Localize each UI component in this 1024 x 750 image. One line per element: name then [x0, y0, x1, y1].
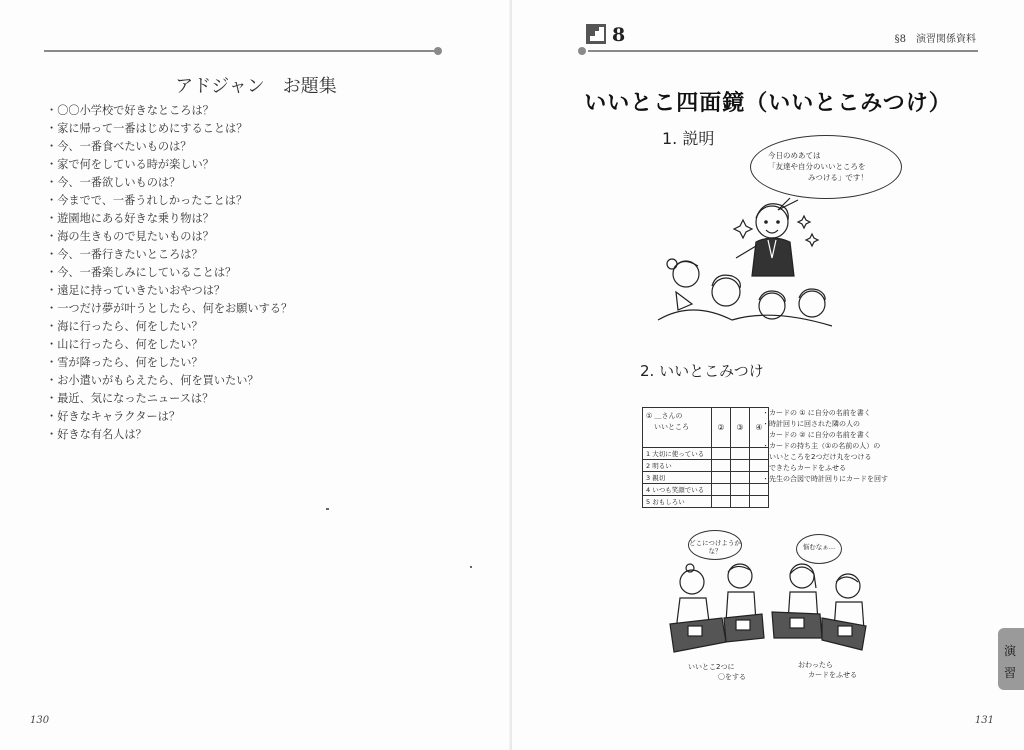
header-rule-dot: [578, 47, 586, 55]
topic-item: ・家に帰って一番はじめにすることは？: [46, 122, 248, 135]
instruction-list: [762, 408, 888, 485]
card-col-mark: ②: [712, 408, 731, 448]
card-row: [643, 472, 769, 484]
group-activity-illustration: [652, 560, 872, 660]
topic-item: ・遠足に持っていきたいおやつは？: [46, 284, 226, 297]
instruction-item: カードの ② に自分の名前を書く: [762, 431, 871, 439]
speech-text: [768, 150, 886, 183]
instruction-item: できたらカードをふせる: [762, 464, 846, 472]
section-heading-explanation: 1. 説明: [662, 129, 715, 148]
stairs-icon: [586, 24, 606, 44]
topic-item: ・一つだけ夢が叶うとしたら、何をお願いする？: [46, 302, 293, 315]
instruction-item: ・カードの持ち主（①の名前の人）の: [762, 442, 881, 450]
topic-item: ・家で何をしている時が楽しい？: [46, 158, 214, 171]
section-heading-find: 2. いいとこみつけ: [640, 362, 764, 380]
header-rule: [44, 50, 438, 52]
caption-line: カードをふせる: [808, 671, 857, 679]
side-tab-char: 習: [1004, 666, 1017, 680]
chapter-number: 8: [612, 24, 626, 46]
card-header-line: ① ＿さんの: [646, 412, 683, 420]
header-rule: [588, 50, 978, 52]
card-row: [643, 448, 769, 460]
topic-item: ・海に行ったら、何をしたい？: [46, 320, 203, 333]
card-row-label: 3 親切: [643, 472, 712, 484]
card-row-label: 1 大切に使っている: [643, 448, 712, 460]
section-label: §8 演習関係資料: [894, 34, 976, 45]
caption-left: [688, 662, 746, 682]
topic-item: ・雪が降ったら、何をしたい？: [46, 356, 203, 369]
header-rule-dot: [434, 47, 442, 55]
page-number: 131: [974, 715, 994, 726]
card-header-line: いいところ: [654, 423, 689, 431]
topic-item: ・〇〇小学校で好きなところは？: [46, 104, 214, 117]
side-tab-char: 演: [1004, 644, 1017, 658]
card-row: [643, 460, 769, 472]
card-col-mark: ③: [731, 408, 750, 448]
topic-item: ・今、一番楽しみにしていることは？: [46, 266, 237, 279]
topic-item: ・海の生きもので見たいものは？: [46, 230, 214, 243]
instruction-item: ・カードの ① に自分の名前を書く: [762, 409, 871, 417]
card-table: [642, 407, 769, 508]
instruction-item: ・先生の合図で時計回りにカードを回す: [762, 475, 888, 483]
right-page: [512, 0, 1024, 750]
topic-item: ・今、一番欲しいものは？: [46, 176, 181, 189]
speck: [470, 566, 472, 568]
speck: [326, 508, 329, 510]
speech-line: 今日のめあては: [768, 151, 821, 160]
caption-line: いいとこ2つに: [688, 663, 735, 671]
page-title: いいとこ四面鏡（いいとこみつけ）: [584, 91, 952, 116]
card-row: [643, 484, 769, 496]
card-row-label: 5 おもしろい: [643, 496, 712, 508]
card-col-mark: ④: [750, 408, 769, 448]
topic-item: ・お小遣いがもらえたら、何を買いたい？: [46, 374, 259, 387]
speech-line: 「友達や自分のいいところを: [768, 162, 866, 171]
card-row-label: 2 明るい: [643, 460, 712, 472]
side-tab: [998, 628, 1024, 690]
thought-bubble-right: 悩むなぁ…: [796, 534, 842, 564]
caption-line: 〇をする: [718, 673, 746, 681]
topic-item: ・今、一番食べたいものは？: [46, 140, 192, 153]
thought-bubble-left: どこにつけようかな？: [688, 530, 742, 560]
topic-item: ・好きなキャラクターは？: [46, 410, 181, 423]
topic-item: ・遊園地にある好きな乗り物は？: [46, 212, 214, 225]
topic-item: ・山に行ったら、何をしたい？: [46, 338, 203, 351]
page-number: 130: [30, 715, 50, 726]
topic-item: ・今、一番行きたいところは？: [46, 248, 203, 261]
caption-right: [798, 660, 857, 680]
instruction-item: ・時計回りに回された隣の人の: [762, 420, 860, 428]
card-header: [643, 408, 712, 448]
caption-line: おわったら: [798, 661, 833, 669]
card-row: [643, 496, 769, 508]
teacher-students-illustration: [652, 180, 852, 340]
topic-item: ・今までで、一番うれしかったことは？: [46, 194, 248, 207]
speech-line: みつける」です！: [808, 173, 868, 182]
topic-list: [46, 102, 292, 444]
topic-item: ・好きな有名人は？: [46, 428, 147, 441]
instruction-item: いいところを2つだけ丸をつける: [762, 453, 872, 461]
page-title: アドジャン お題集: [175, 76, 337, 97]
topic-item: ・最近、気になったニュースは？: [46, 392, 214, 405]
card-row-label: 4 いつも笑顔でいる: [643, 484, 712, 496]
